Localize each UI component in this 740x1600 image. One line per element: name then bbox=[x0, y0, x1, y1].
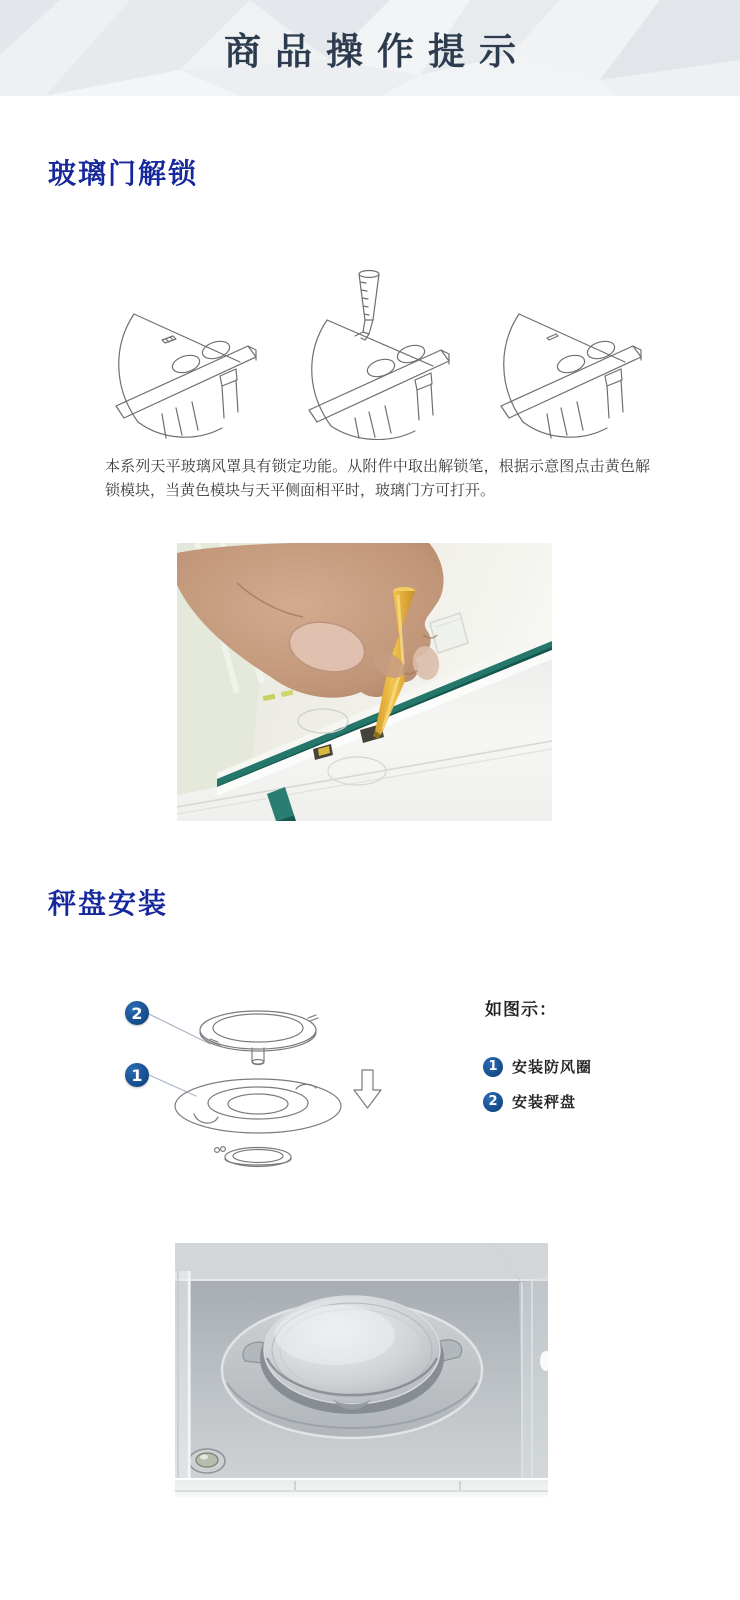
pan-photo bbox=[175, 1243, 548, 1497]
diagram-callout-badge-1: 1 bbox=[125, 1063, 149, 1087]
unlock-figure-pen-press bbox=[293, 268, 453, 440]
step-item-2 bbox=[483, 1091, 592, 1112]
pan-install-diagram bbox=[90, 958, 470, 1176]
install-steps-list bbox=[483, 1056, 592, 1112]
section-title-pan-install: 秤盘安装 bbox=[48, 887, 169, 920]
unlock-figure-locked bbox=[100, 268, 260, 440]
pan-photo-illustration bbox=[175, 1243, 548, 1497]
unlock-figures-row bbox=[100, 268, 645, 440]
step-item-1 bbox=[483, 1056, 592, 1077]
pan-caption: 如图示： bbox=[485, 1000, 557, 1020]
page-header bbox=[0, 0, 740, 96]
step-badge-2: 2 bbox=[483, 1092, 503, 1112]
step-badge-1: 1 bbox=[483, 1057, 503, 1077]
unlock-description: 本系列天平玻璃风罩具有锁定功能。从附件中取出解锁笔，根据示意图点击黄色解锁模块，当黄色模块与天平侧面相平时，玻璃门方可打开。 bbox=[105, 457, 650, 499]
unlock-figure-unlocked bbox=[485, 268, 645, 440]
unlock-photo-illustration bbox=[177, 543, 552, 821]
step-label-1: 安装防风圈 bbox=[512, 1058, 593, 1076]
page-title: 商品操作提示 bbox=[224, 30, 530, 73]
section-title-glass-door-unlock: 玻璃门解锁 bbox=[48, 157, 199, 190]
unlock-photo bbox=[177, 543, 552, 821]
step-label-2: 安装秤盘 bbox=[512, 1093, 577, 1111]
diagram-callout-badge-2: 2 bbox=[125, 1001, 149, 1025]
unlock-pen-icon bbox=[355, 271, 379, 341]
